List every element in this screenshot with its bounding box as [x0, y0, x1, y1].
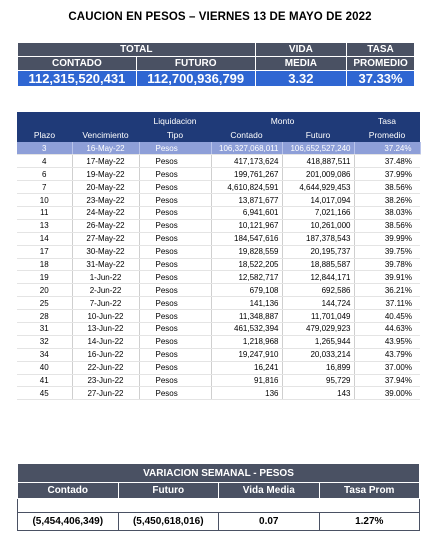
vencimiento-cell: 30-May-22 — [72, 245, 139, 258]
plazo-cell: 32 — [17, 335, 72, 348]
tipo-cell: Pesos — [139, 219, 211, 232]
tasa-cell: 36.21% — [354, 284, 420, 297]
plazo-cell: 34 — [17, 348, 72, 361]
tipo-cell: Pesos — [139, 387, 211, 400]
contado-cell: 12,582,717 — [211, 271, 282, 284]
variacion-tasa-value: 1.27% — [319, 513, 420, 531]
tasa-header-line1: TASA — [347, 43, 415, 57]
futuro-cell: 18,885,587 — [282, 258, 354, 271]
futuro-total-value: 112,700,936,799 — [136, 71, 255, 87]
futuro-header: FUTURO — [136, 57, 255, 71]
table-row — [17, 168, 420, 181]
variacion-title: VARIACION SEMANAL - PESOS — [18, 464, 420, 483]
contado-cell: 136 — [211, 387, 282, 400]
futuro-cell: 143 — [282, 387, 354, 400]
plazo-cell: 10 — [17, 194, 72, 207]
contado-cell: 6,941,601 — [211, 206, 282, 219]
table-row — [17, 258, 420, 271]
futuro-cell: 16,899 — [282, 361, 354, 374]
table-row — [17, 219, 420, 232]
contado-cell: 679,108 — [211, 284, 282, 297]
plazo-cell: 14 — [17, 232, 72, 245]
contado-cell: 11,348,887 — [211, 310, 282, 323]
tipo-cell: Pesos — [139, 322, 211, 335]
contado-cell: 184,547,616 — [211, 232, 282, 245]
contado-column-header: Contado — [211, 127, 282, 142]
futuro-cell: 479,029,923 — [282, 322, 354, 335]
futuro-cell: 20,033,214 — [282, 348, 354, 361]
tasa-cell: 37.11% — [354, 297, 420, 310]
tasa-cell: 43.79% — [354, 348, 420, 361]
tasa-cell: 37.24% — [354, 142, 420, 155]
tasa-cell: 44.63% — [354, 322, 420, 335]
table-row — [17, 374, 420, 387]
vencimiento-cell: 31-May-22 — [72, 258, 139, 271]
table-row — [17, 284, 420, 297]
futuro-cell: 20,195,737 — [282, 245, 354, 258]
tipo-cell: Pesos — [139, 374, 211, 387]
plazo-cell: 11 — [17, 206, 72, 219]
table-row — [17, 232, 420, 245]
variacion-futuro-value: (5,450,618,016) — [118, 513, 219, 531]
plazo-header: Plazo — [17, 127, 72, 142]
plazo-cell: 20 — [17, 284, 72, 297]
contado-cell: 19,247,910 — [211, 348, 282, 361]
tipo-header: Tipo — [139, 127, 211, 142]
vencimiento-cell: 23-May-22 — [72, 194, 139, 207]
vencimiento-cell: 16-May-22 — [72, 142, 139, 155]
tipo-cell: Pesos — [139, 335, 211, 348]
tasa-cell: 38.26% — [354, 194, 420, 207]
futuro-cell: 201,009,086 — [282, 168, 354, 181]
table-row — [17, 155, 420, 168]
table-row — [17, 142, 420, 155]
tipo-cell: Pesos — [139, 168, 211, 181]
tasa-cell: 40.45% — [354, 310, 420, 323]
futuro-cell: 187,378,543 — [282, 232, 354, 245]
vida-header-line1: VIDA — [255, 43, 346, 57]
table-row — [17, 322, 420, 335]
vencimiento-cell: 14-Jun-22 — [72, 335, 139, 348]
contado-total-value: 112,315,520,431 — [18, 71, 137, 87]
plazo-cell: 18 — [17, 258, 72, 271]
plazo-cell: 40 — [17, 361, 72, 374]
plazo-cell: 31 — [17, 322, 72, 335]
table-row — [17, 181, 420, 194]
futuro-cell: 1,265,944 — [282, 335, 354, 348]
tasa-cell: 38.56% — [354, 181, 420, 194]
vencimiento-cell: 13-Jun-22 — [72, 322, 139, 335]
futuro-cell: 10,261,000 — [282, 219, 354, 232]
table-row — [17, 245, 420, 258]
vencimiento-header: Vencimiento — [72, 127, 139, 142]
tipo-cell: Pesos — [139, 258, 211, 271]
table-row — [17, 206, 420, 219]
tasa-promedio-value: 37.33% — [347, 71, 415, 87]
tipo-cell: Pesos — [139, 181, 211, 194]
summary-table — [17, 42, 415, 87]
caucion-detail-table — [17, 112, 421, 400]
tasa-cell: 39.78% — [354, 258, 420, 271]
vencimiento-cell: 24-May-22 — [72, 206, 139, 219]
futuro-cell: 14,017,094 — [282, 194, 354, 207]
plazo-cell: 17 — [17, 245, 72, 258]
table-row — [17, 361, 420, 374]
vencimiento-cell: 7-Jun-22 — [72, 297, 139, 310]
futuro-cell: 7,021,166 — [282, 206, 354, 219]
contado-header: CONTADO — [18, 57, 137, 71]
table-row — [17, 297, 420, 310]
tasa-cell: 37.00% — [354, 361, 420, 374]
contado-cell: 4,610,824,591 — [211, 181, 282, 194]
contado-cell: 417,173,624 — [211, 155, 282, 168]
promedio-header: Promedio — [354, 127, 420, 142]
contado-cell: 18,522,205 — [211, 258, 282, 271]
tasa-cell: 43.95% — [354, 335, 420, 348]
futuro-cell: 95,729 — [282, 374, 354, 387]
plazo-cell: 3 — [17, 142, 72, 155]
futuro-cell: 418,887,511 — [282, 155, 354, 168]
tipo-cell: Pesos — [139, 232, 211, 245]
vencimiento-cell: 10-Jun-22 — [72, 310, 139, 323]
contado-cell: 10,121,967 — [211, 219, 282, 232]
plazo-cell: 25 — [17, 297, 72, 310]
tasa-header-line2: PROMEDIO — [347, 57, 415, 71]
futuro-cell: 12,844,171 — [282, 271, 354, 284]
contado-cell: 106,327,068,011 — [211, 142, 282, 155]
tasa-cell: 37.94% — [354, 374, 420, 387]
tipo-cell: Pesos — [139, 271, 211, 284]
contado-cell: 461,532,394 — [211, 322, 282, 335]
contado-cell: 16,241 — [211, 361, 282, 374]
futuro-cell: 11,701,049 — [282, 310, 354, 323]
variacion-contado-value: (5,454,406,349) — [18, 513, 119, 531]
vencimiento-cell: 27-May-22 — [72, 232, 139, 245]
tasa-cell: 38.56% — [354, 219, 420, 232]
tipo-cell: Pesos — [139, 206, 211, 219]
contado-cell: 1,218,968 — [211, 335, 282, 348]
vencimiento-cell: 23-Jun-22 — [72, 374, 139, 387]
plazo-cell: 41 — [17, 374, 72, 387]
futuro-cell: 4,644,929,453 — [282, 181, 354, 194]
plazo-cell: 45 — [17, 387, 72, 400]
contado-cell: 199,761,267 — [211, 168, 282, 181]
page-title: CAUCION EN PESOS – VIERNES 13 DE MAYO DE 2022 — [68, 11, 372, 23]
tipo-cell: Pesos — [139, 155, 211, 168]
tipo-cell: Pesos — [139, 284, 211, 297]
vencimiento-cell: 17-May-22 — [72, 155, 139, 168]
tipo-cell: Pesos — [139, 310, 211, 323]
contado-cell: 13,871,677 — [211, 194, 282, 207]
variacion-contado-header: Contado — [18, 483, 119, 499]
variacion-semanal-table — [17, 463, 420, 531]
tasa-cell: 39.99% — [354, 232, 420, 245]
table-row — [17, 387, 420, 400]
plazo-cell: 13 — [17, 219, 72, 232]
vencimiento-cell: 20-May-22 — [72, 181, 139, 194]
vencimiento-cell: 22-Jun-22 — [72, 361, 139, 374]
vida-header-line2: MEDIA — [255, 57, 346, 71]
tipo-cell: Pesos — [139, 142, 211, 155]
tipo-cell: Pesos — [139, 361, 211, 374]
total-header: TOTAL — [18, 43, 256, 57]
tipo-cell: Pesos — [139, 245, 211, 258]
futuro-cell: 144,724 — [282, 297, 354, 310]
liquidacion-header: Liquidacion — [139, 112, 211, 127]
tasa-cell: 39.00% — [354, 387, 420, 400]
futuro-column-header: Futuro — [282, 127, 354, 142]
table-row — [17, 271, 420, 284]
tasa-cell: 39.75% — [354, 245, 420, 258]
plazo-cell: 28 — [17, 310, 72, 323]
tasa-cell: 37.48% — [354, 155, 420, 168]
variacion-futuro-header: Futuro — [118, 483, 219, 499]
vencimiento-cell: 2-Jun-22 — [72, 284, 139, 297]
table-body — [17, 142, 420, 400]
contado-cell: 91,816 — [211, 374, 282, 387]
tipo-cell: Pesos — [139, 348, 211, 361]
vencimiento-cell: 1-Jun-22 — [72, 271, 139, 284]
vida-media-value: 3.32 — [255, 71, 346, 87]
tasa-cell: 38.03% — [354, 206, 420, 219]
plazo-cell: 19 — [17, 271, 72, 284]
vencimiento-cell: 16-Jun-22 — [72, 348, 139, 361]
plazo-cell: 4 — [17, 155, 72, 168]
table-row — [17, 348, 420, 361]
contado-cell: 141,136 — [211, 297, 282, 310]
tasa-header: Tasa — [354, 112, 420, 127]
monto-header: Monto — [211, 112, 354, 127]
tipo-cell: Pesos — [139, 297, 211, 310]
futuro-cell: 692,586 — [282, 284, 354, 297]
variacion-vida-header: Vida Media — [219, 483, 320, 499]
tipo-cell: Pesos — [139, 194, 211, 207]
tasa-cell: 37.99% — [354, 168, 420, 181]
futuro-cell: 106,652,527,240 — [282, 142, 354, 155]
table-row — [17, 194, 420, 207]
contado-cell: 19,828,559 — [211, 245, 282, 258]
variacion-tasa-header: Tasa Prom — [319, 483, 420, 499]
table-row — [17, 310, 420, 323]
plazo-cell: 7 — [17, 181, 72, 194]
variacion-vida-value: 0.07 — [219, 513, 320, 531]
tasa-cell: 39.91% — [354, 271, 420, 284]
vencimiento-cell: 26-May-22 — [72, 219, 139, 232]
plazo-cell: 6 — [17, 168, 72, 181]
table-row — [17, 335, 420, 348]
vencimiento-cell: 19-May-22 — [72, 168, 139, 181]
vencimiento-cell: 27-Jun-22 — [72, 387, 139, 400]
